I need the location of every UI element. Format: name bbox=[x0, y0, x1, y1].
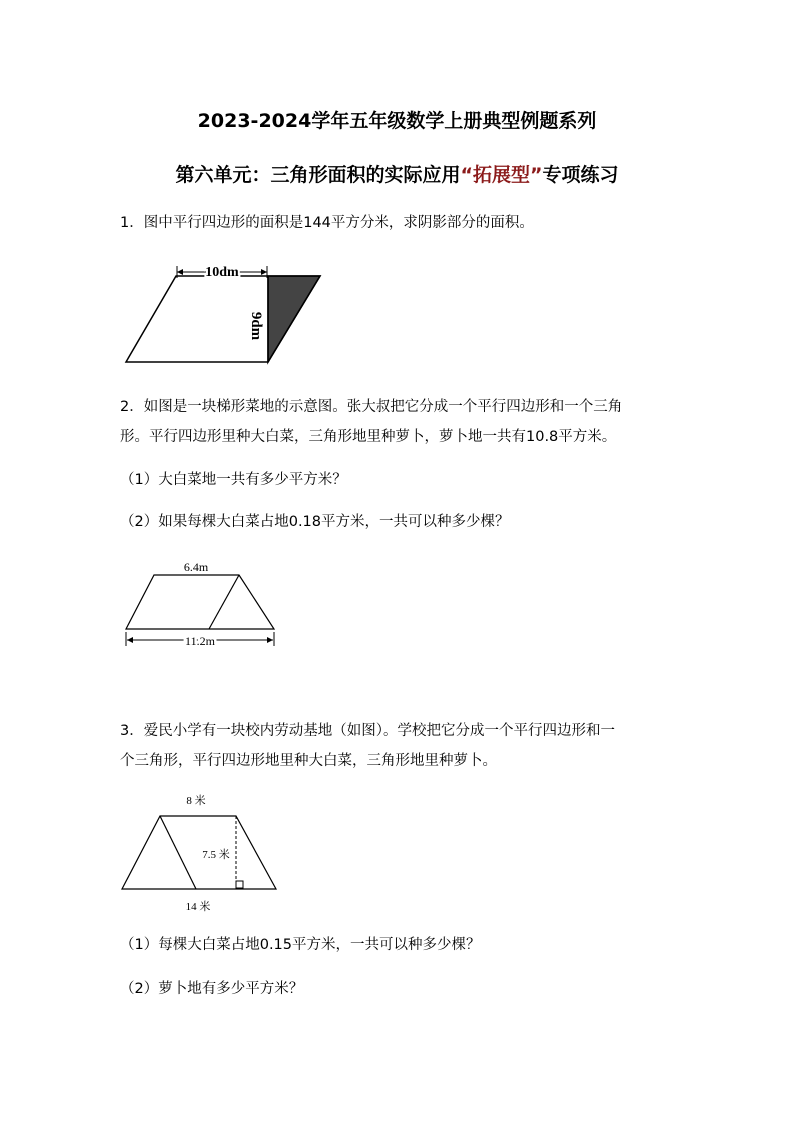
label-14m: 14 米 bbox=[185, 901, 211, 913]
trapezoid-outline-3 bbox=[122, 816, 276, 889]
label-6-4m: 6.4m bbox=[183, 560, 209, 574]
subtitle-suffix: 专项练习 bbox=[542, 164, 619, 186]
question-2-line-1: 2．如图是一块梯形菜地的示意图。张大叔把它分成一个平行四边形和一个三角 bbox=[120, 399, 623, 415]
label-11-2m: 11.2m bbox=[185, 634, 215, 648]
question-2-sub-1: （1）大白菜地一共有多少平方米？ bbox=[120, 472, 347, 488]
question-3-sub-2: （2）萝卜地有多少平方米？ bbox=[120, 981, 304, 997]
label-9dm: 9dm bbox=[248, 311, 264, 341]
label-8m: 8 米 bbox=[186, 795, 206, 807]
label-7-5m: 7.5 米 bbox=[202, 849, 230, 861]
right-angle-mark bbox=[236, 881, 243, 888]
subtitle-prefix: 第六单元：三角形面积的实际应用 bbox=[175, 164, 461, 186]
divider-line-3 bbox=[160, 816, 196, 889]
page-title: 2023-2024学年五年级数学上册典型例题系列 bbox=[197, 110, 597, 132]
label-10dm: 10dm bbox=[205, 265, 239, 280]
question-3-sub-1: （1）每棵大白菜占地0.15平方米，一共可以种多少棵？ bbox=[120, 937, 481, 953]
question-2-sub-2: （2）如果每棵大白菜占地0.18平方米，一共可以种多少棵？ bbox=[120, 514, 510, 530]
question-3-line-1: 3．爱民小学有一块校内劳动基地（如图）。学校把它分成一个平行四边形和一 bbox=[120, 723, 615, 739]
question-1-text: 1．图中平行四边形的面积是144平方分米，求阴影部分的面积。 bbox=[120, 215, 534, 231]
question-2-line-2: 形。平行四边形里种大白菜，三角形地里种萝卜，萝卜地一共有10.8平方米。 bbox=[120, 429, 617, 445]
question-3-line-2: 个三角形，平行四边形地里种大白菜，三角形地里种萝卜。 bbox=[120, 753, 497, 769]
subtitle-highlight: “拓展型” bbox=[460, 164, 543, 186]
